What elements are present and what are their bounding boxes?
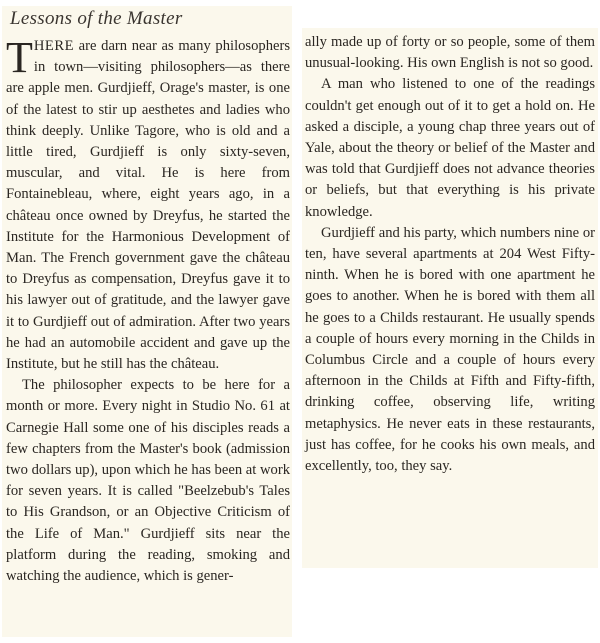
right-column (302, 28, 598, 568)
paragraph-4: Gurdjieff and his party, which numbers nine or ten, have several apartments at 204 West Fifty-ninth. When he is bored with one apartment he goes to another. When he is bored with them all he goes to a Childs restaurant. He usually spends a couple of hours every morning in the Childs in Columbus Circle and a couple of hours every afternoon in the Childs at Fifth and Fifty-fifth, drinking coffee, observing life, writing metaphysics. He never eats in these restaurants, just has coffee, for he cooks his own meals, and excellently, too, they say. (305, 224, 595, 475)
paragraph-2-continued: ally made up of forty or so people, some of them unusual-looking. His own English is not so good. (305, 34, 595, 72)
drop-cap: T (6, 33, 33, 82)
paragraph-2: The philosopher expects to be here for a month or more. Every night in Studio No. 61 at Carnegie Hall some one of his disciples reads a few chapters from the Master's book (admission two dollars up), upon which he has been at work for seven years. It is called "Beelzebub's Tales to His Grandson, or an Objective Criticism of the Life of Man." Gurdjieff sits near the platform during the reading, smoking and watching the audience, which is gener- (6, 377, 290, 585)
article-title: Lessons of the Master (10, 8, 183, 29)
paragraph-1-text: are darn near as many philosophers in town—visiting philosophers—as there are apple men. Gurdjieff, Orage's master, is one of the latest to stir up aesthetes and ladies who think deeply. Unlike Tagore, who is old and a little tired, Gurdjieff is only sixty-seven, muscular, and vital. He is here from Fontainebleau, where, eight years ago, in a château once owned by Dreyfus, he started the Institute for the Harmonious Development of Man. The French government gave the château to Dreyfus as compensation, Dreyfus gave it to his lawyer out of gratitude, and the lawyer gave it to Gurdjieff out of admiration. After two years he had an automobile accident and gave up the Institute, but he still has the château. (6, 38, 291, 373)
paragraph-3: A man who listened to one of the readings couldn't get enough out of it to get a hold on. He asked a disciple, a young chap three years out of Yale, about the theory or belief of the Master and was told that Gurdjieff does not advance theories or beliefs, but that everything is his private knowledge. (305, 76, 595, 220)
paragraph-1 (6, 33, 291, 375)
first-word: HERE (33, 38, 74, 54)
left-column (2, 6, 292, 637)
